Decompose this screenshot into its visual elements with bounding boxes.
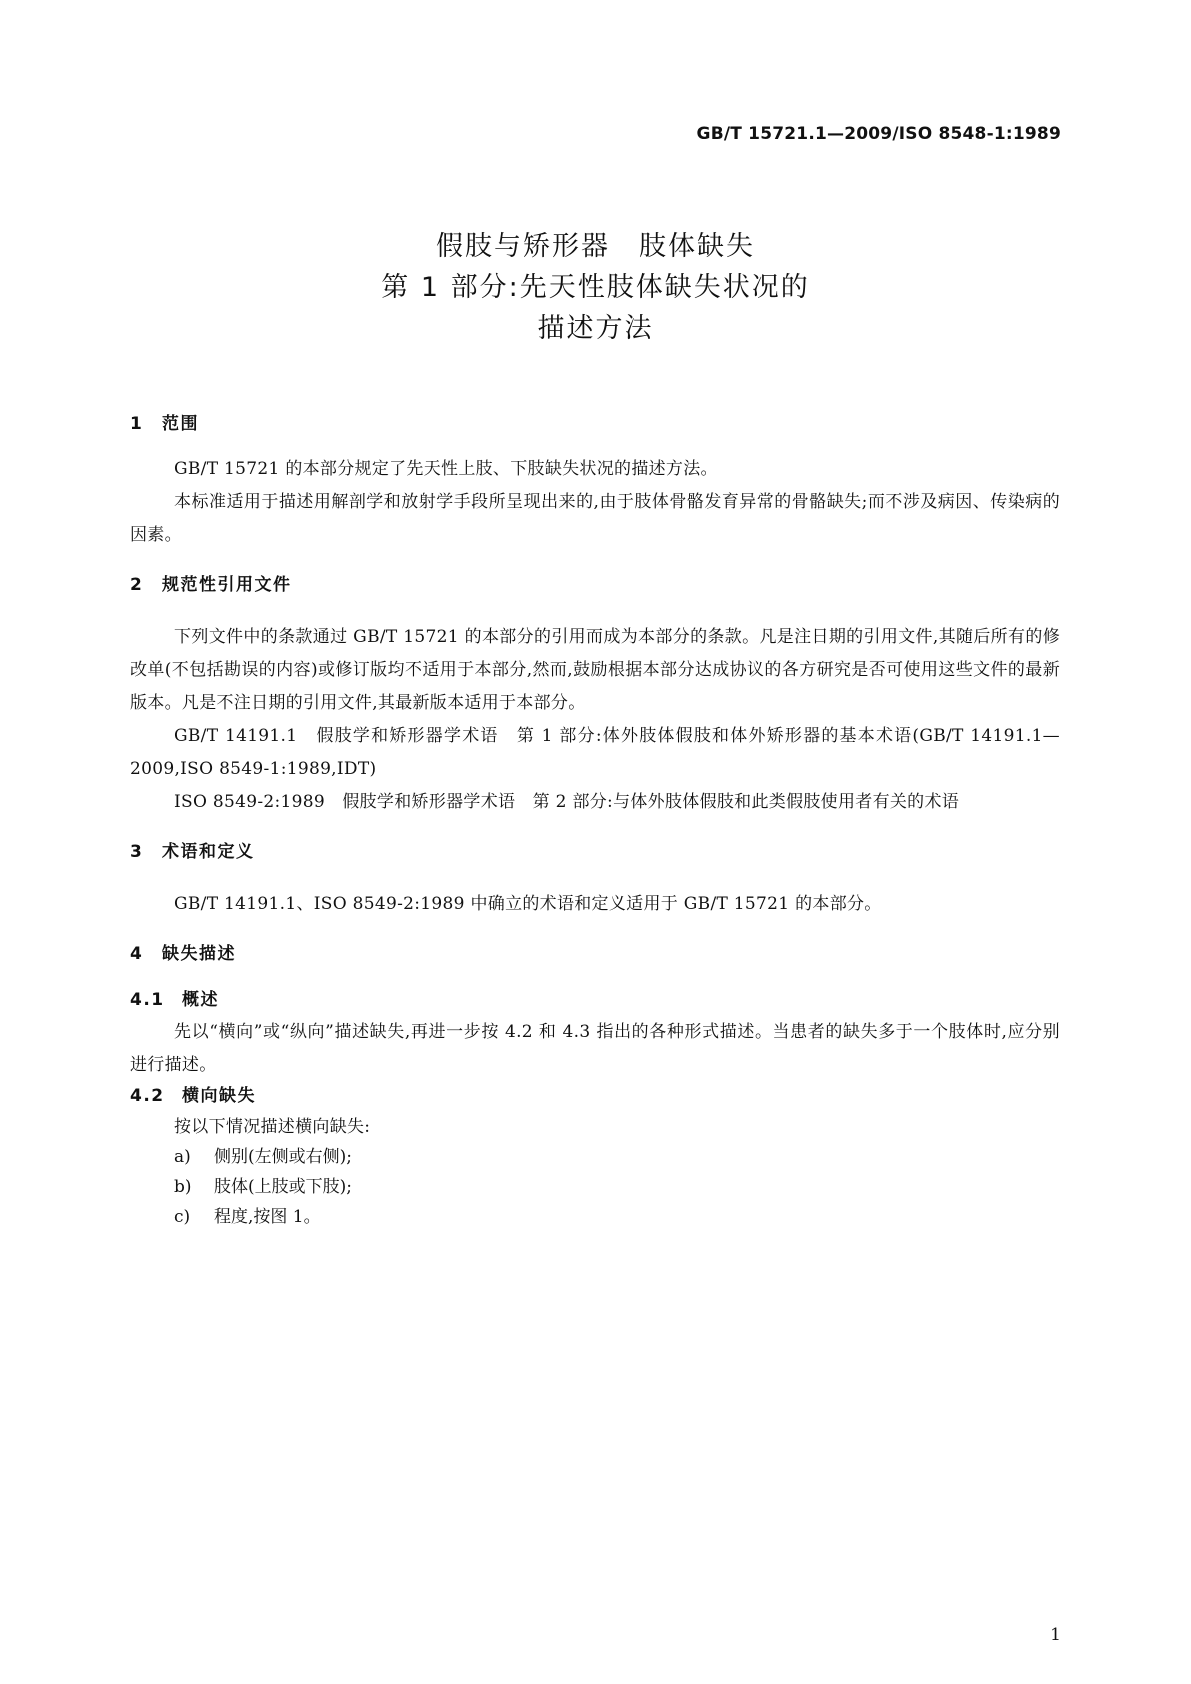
section-title: 范围 <box>162 414 199 434</box>
subsection-number: 4.2 <box>130 1086 165 1106</box>
section-title: 规范性引用文件 <box>162 575 292 595</box>
list-item <box>130 1202 1060 1232</box>
document-body <box>130 412 1060 1232</box>
title-line-2: 第 1 部分:先天性肢体缺失状况的 <box>381 272 810 303</box>
section-1-paragraph-1: GB/T 15721 的本部分规定了先天性上肢、下肢缺失状况的描述方法。 <box>174 459 718 479</box>
section-3-heading <box>130 840 1060 864</box>
section-title: 缺失描述 <box>162 944 236 964</box>
list-marker: a) <box>174 1147 191 1167</box>
section-1-heading <box>130 412 1060 436</box>
list-item <box>130 1172 1060 1202</box>
section-1-paragraph-2: 本标准适用于描述用解剖学和放射学手段所呈现出来的,由于肢体骨骼发育异常的骨骼缺失;而不涉及病因、传染病的因素。 <box>130 492 1060 545</box>
section-number: 2 <box>130 575 144 595</box>
document-code: GB/T 15721.1—2009/ISO 8548-1:1989 <box>696 124 1061 144</box>
subsection-4-2-heading <box>130 1084 1060 1108</box>
section-number: 3 <box>130 842 144 862</box>
section-number: 4 <box>130 944 144 964</box>
section-title: 术语和定义 <box>162 842 255 862</box>
section-3-paragraph-1: GB/T 14191.1、ISO 8549-2:1989 中确立的术语和定义适用于 GB/T 15721 的本部分。 <box>174 894 882 914</box>
section-4-heading <box>130 942 1060 966</box>
list-text: 侧别(左侧或右侧); <box>214 1147 352 1167</box>
normative-reference-1: GB/T 14191.1 假肢学和矫形器学术语 第 1 部分:体外肢体假肢和体外矫形器的基本术语(GB/T 14191.1—2009,ISO 8549-1:1989,IDT) <box>130 726 1060 779</box>
list-marker: b) <box>174 1177 192 1197</box>
list-text: 肢体(上肢或下肢); <box>214 1177 352 1197</box>
list-item <box>130 1142 1060 1172</box>
subsection-4-1-paragraph: 先以“横向”或“纵向”描述缺失,再进一步按 4.2 和 4.3 指出的各种形式描述。当患者的缺失多于一个肢体时,应分别进行描述。 <box>130 1022 1060 1075</box>
list-text: 程度,按图 1。 <box>214 1207 321 1227</box>
subsection-4-1-heading <box>130 988 1060 1012</box>
section-2-heading <box>130 573 1060 597</box>
title-line-3: 描述方法 <box>537 313 654 344</box>
list-marker: c) <box>174 1207 191 1227</box>
subsection-4-2-intro: 按以下情况描述横向缺失: <box>174 1117 371 1137</box>
subsection-title: 横向缺失 <box>182 1086 256 1106</box>
title-line-1: 假肢与矫形器 肢体缺失 <box>436 231 755 262</box>
document-title <box>0 226 1191 349</box>
subsection-number: 4.1 <box>130 990 165 1010</box>
subsection-title: 概述 <box>182 990 219 1010</box>
normative-reference-2: ISO 8549-2:1989 假肢学和矫形器学术语 第 2 部分:与体外肢体假肢和此类假肢使用者有关的术语 <box>174 792 960 812</box>
page-number: 1 <box>1050 1625 1061 1645</box>
section-2-paragraph-1: 下列文件中的条款通过 GB/T 15721 的本部分的引用而成为本部分的条款。凡是注日期的引用文件,其随后所有的修改单(不包括勘误的内容)或修订版均不适用于本部分,然而,鼓励根据本部分达成协议的各方研究是否可使用这些文件的最新版本。凡是不注日期的引用文件,其最新版本适用于本部分。 <box>130 627 1060 713</box>
section-number: 1 <box>130 414 144 434</box>
